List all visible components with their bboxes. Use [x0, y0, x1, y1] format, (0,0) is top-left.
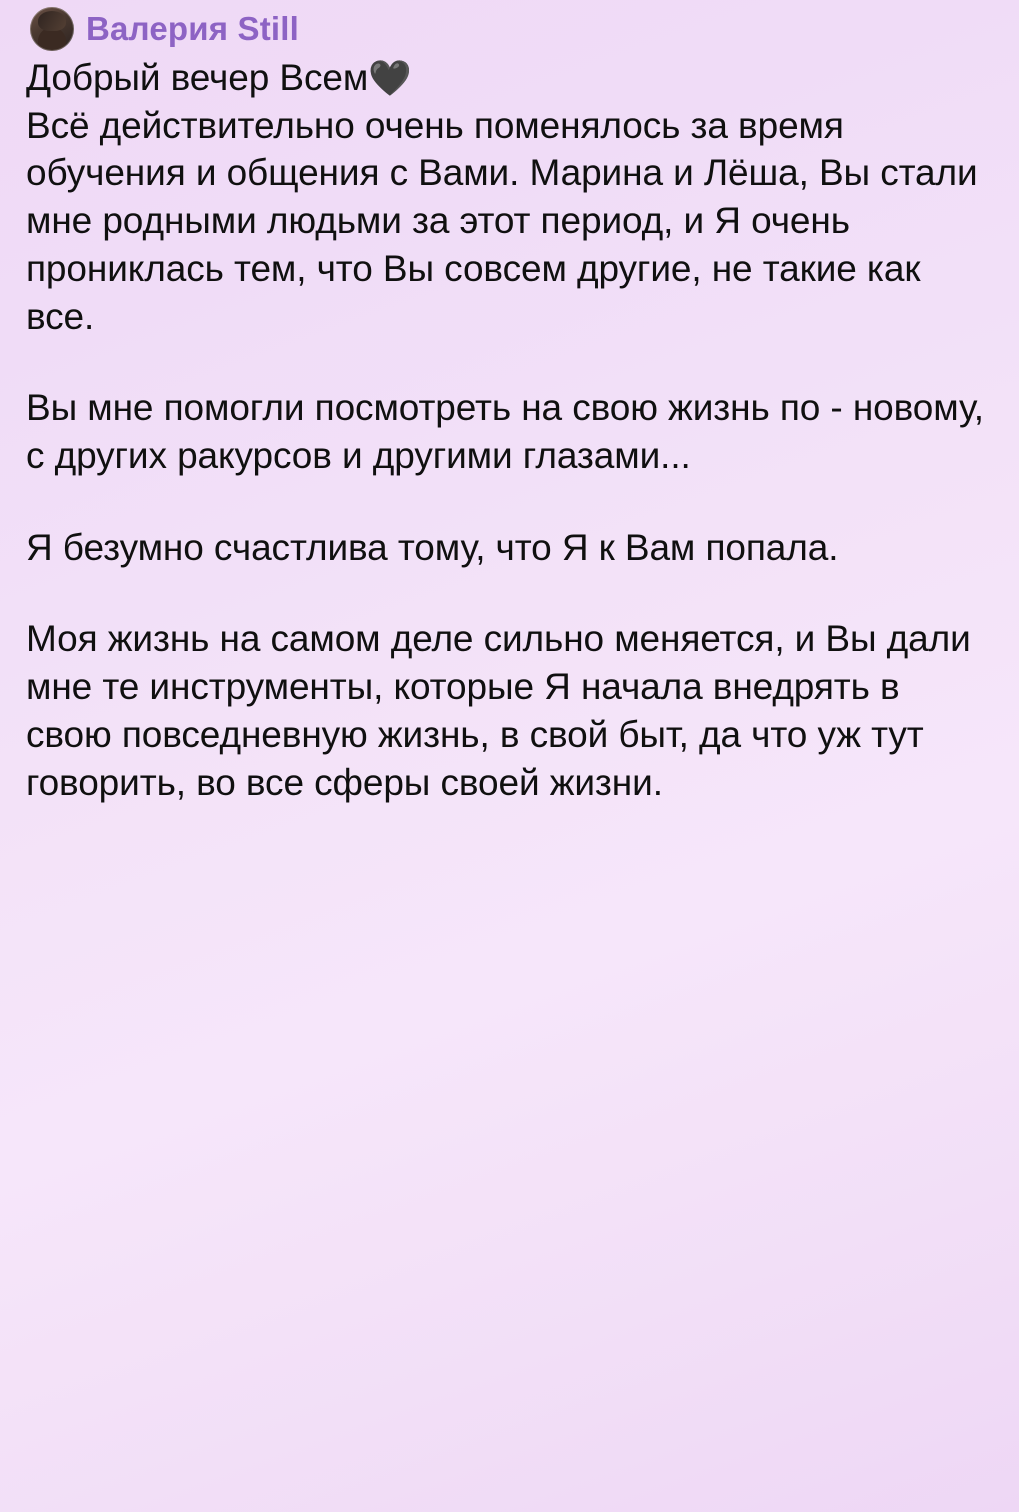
message-paragraph-4: Моя жизнь на самом деле сильно меняется, и Вы дали мне те инструменты, которые Я начала внедрять в свою повседневную жизнь, в свой быт, да что уж тут говорить, во все сферы своей жизни.: [26, 618, 981, 803]
author-name: Валерия Still: [86, 10, 300, 47]
paragraph-spacer: [26, 571, 993, 615]
black-heart-icon: 🖤: [368, 59, 412, 98]
message-greeting-line: [26, 54, 993, 102]
message-paragraph-3: Я безумно счастлива тому, что Я к Вам попала.: [26, 526, 839, 568]
message-paragraph-1: Всё действительно очень поменялось за время обучения и общения с Вами. Марина и Лёша, Вы стали мне родными людьми за этот период, и Я очень прониклась тем, что Вы совсем другие, не такие как все.: [26, 104, 988, 337]
message-paragraph-2: Вы мне помогли посмотреть на свою жизнь по - новому, с других ракурсов и другими глазами...: [26, 387, 995, 477]
message-body: [26, 54, 993, 806]
user-avatar-photo-icon: [30, 7, 74, 51]
message-author-row: [30, 6, 993, 52]
paragraph-spacer: [26, 340, 993, 384]
paragraph-spacer: [26, 480, 993, 524]
greeting-text: Добрый вечер Всем: [26, 57, 369, 98]
